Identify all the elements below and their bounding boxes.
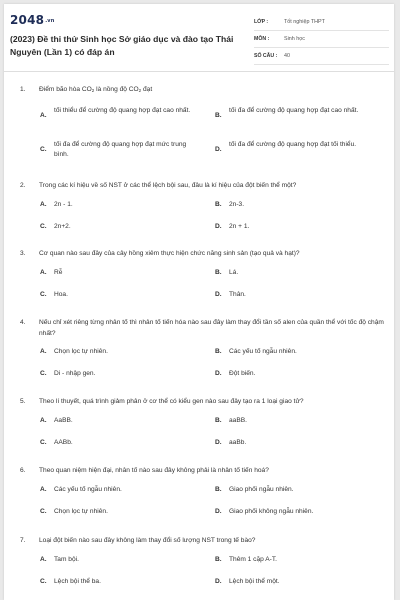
option-text: 2n + 1.	[229, 223, 250, 230]
question-text: Theo quan niệm hiện đại, nhân tố nào sau đây không phải là nhân tố tiến hoá?	[39, 467, 269, 474]
option-letter: B.	[215, 348, 222, 355]
question-number: 1.	[20, 86, 26, 93]
option-text: Hoa.	[54, 291, 68, 298]
question-number: 4.	[20, 319, 26, 326]
option-letter: D.	[215, 370, 222, 377]
question-text: Trong các kí hiệu về số NST ở các thể lệch bội sau, đâu là kí hiệu của đột biến thể một?	[39, 182, 297, 189]
exam-meta	[254, 14, 389, 65]
option-text: Thêm 1 cặp A-T.	[229, 556, 278, 563]
option-letter: C.	[40, 439, 47, 446]
question-number: 7.	[20, 537, 26, 544]
option-text: 2n - 1.	[54, 201, 73, 208]
meta-key: MÔN :	[254, 36, 270, 42]
option-letter: A.	[40, 348, 47, 355]
option-text: 2n-3.	[229, 201, 245, 208]
option-text: AaBB.	[54, 417, 73, 424]
option-letter: D.	[215, 291, 222, 298]
option-letter: B.	[215, 112, 222, 119]
question-text: Nếu chỉ xét riêng từng nhân tố thì nhân tố tiến hóa nào sau đây làm thay đổi tần số alen của quần thể với tốc độ chậm nhất?	[39, 319, 384, 337]
meta-row-count	[254, 48, 389, 65]
option-letter: D.	[215, 508, 222, 515]
header-divider	[4, 71, 394, 72]
option-letter: C.	[40, 578, 47, 585]
meta-key: SỐ CÂU :	[254, 53, 278, 59]
option-letter: A.	[40, 556, 47, 563]
option-letter: C.	[40, 370, 47, 377]
option-text: aaBb.	[229, 439, 247, 446]
option-text: Giao phối ngẫu nhiên.	[229, 486, 294, 493]
option-letter: B.	[215, 417, 222, 424]
option-letter: B.	[215, 486, 222, 493]
option-letter: A.	[40, 486, 47, 493]
question-number: 3.	[20, 250, 26, 257]
meta-value: Tốt nghiệp THPT	[284, 19, 325, 25]
option-text: AABb.	[54, 439, 73, 446]
option-text: Tam bội.	[54, 556, 79, 563]
option-text: 2n+2.	[54, 223, 71, 230]
option-text: tối đa để cường độ quang hợp đạt mức trung bình.	[54, 141, 187, 158]
question-text: Theo lí thuyết, quá trình giảm phân ở cơ thể có kiểu gen nào sau đây tạo ra 1 loại giao tử?	[39, 398, 304, 405]
option-letter: D.	[215, 439, 222, 446]
option-text: Các yếu tố ngẫu nhiên.	[229, 348, 297, 355]
option-text: Lá.	[229, 269, 239, 276]
meta-row-grade	[254, 14, 389, 31]
option-text: Lệch bội thể ba.	[54, 578, 101, 585]
option-text: Di - nhập gen.	[54, 370, 96, 377]
option-text: tối đa để cường độ quang hợp đạt tối thiểu.	[229, 141, 357, 148]
question-text: Loại đột biến nào sau đây không làm thay đổi số lượng NST trong tế bào?	[39, 537, 256, 544]
option-letter: A.	[40, 417, 47, 424]
option-letter: C.	[40, 508, 47, 515]
option-text: Thân.	[229, 291, 246, 298]
option-text: Đột biến.	[229, 370, 256, 377]
option-text: Chọn lọc tự nhiên.	[54, 508, 108, 515]
meta-key: LỚP :	[254, 19, 269, 25]
question-text: Điểm bão hòa $CO_2$ là nồng độ $CO_2$ đạt	[39, 86, 153, 93]
meta-value: Sinh học	[284, 36, 305, 42]
exam-title: (2023) Đề thi thử Sinh học Sở giáo dục và đào tạo Thái Nguyên (Lần 1) có đáp án	[10, 34, 234, 57]
option-letter: C.	[40, 223, 47, 230]
option-text: tối thiểu để cường độ quang hợp đạt cao nhất.	[54, 107, 191, 114]
option-text: tối đa để cường độ quang hợp đạt cao nhất.	[229, 107, 359, 114]
option-letter: B.	[215, 269, 222, 276]
option-letter: D.	[215, 578, 222, 585]
option-text: Giao phối không ngẫu nhiên.	[229, 508, 314, 515]
question-number: 6.	[20, 467, 26, 474]
option-letter: C.	[40, 146, 47, 153]
option-letter: A.	[40, 201, 47, 208]
exam-page	[4, 4, 394, 600]
option-letter: D.	[215, 146, 222, 153]
meta-row-subject	[254, 31, 389, 48]
option-text: Chọn lọc tự nhiên.	[54, 348, 108, 355]
option-text: Rễ	[54, 269, 63, 276]
option-text: Các yếu tố ngẫu nhiên.	[54, 486, 122, 493]
question-number: 2.	[20, 182, 26, 189]
meta-value: 40	[284, 53, 290, 59]
option-letter: A.	[40, 269, 47, 276]
option-letter: B.	[215, 201, 222, 208]
option-letter: D.	[215, 223, 222, 230]
option-letter: C.	[40, 291, 47, 298]
option-letter: B.	[215, 556, 222, 563]
option-letter: A.	[40, 112, 47, 119]
question-number: 5.	[20, 398, 26, 405]
option-text: Lệch bội thể một.	[229, 578, 280, 585]
site-logo[interactable]: 2048.vn	[10, 13, 55, 27]
option-text: aaBB.	[229, 417, 247, 424]
question-text: Cơ quan nào sau đây của cây hồng xiêm thực hiện chức năng sinh sản (tạo quả và hạt)?	[39, 250, 300, 257]
page-header	[4, 4, 394, 70]
